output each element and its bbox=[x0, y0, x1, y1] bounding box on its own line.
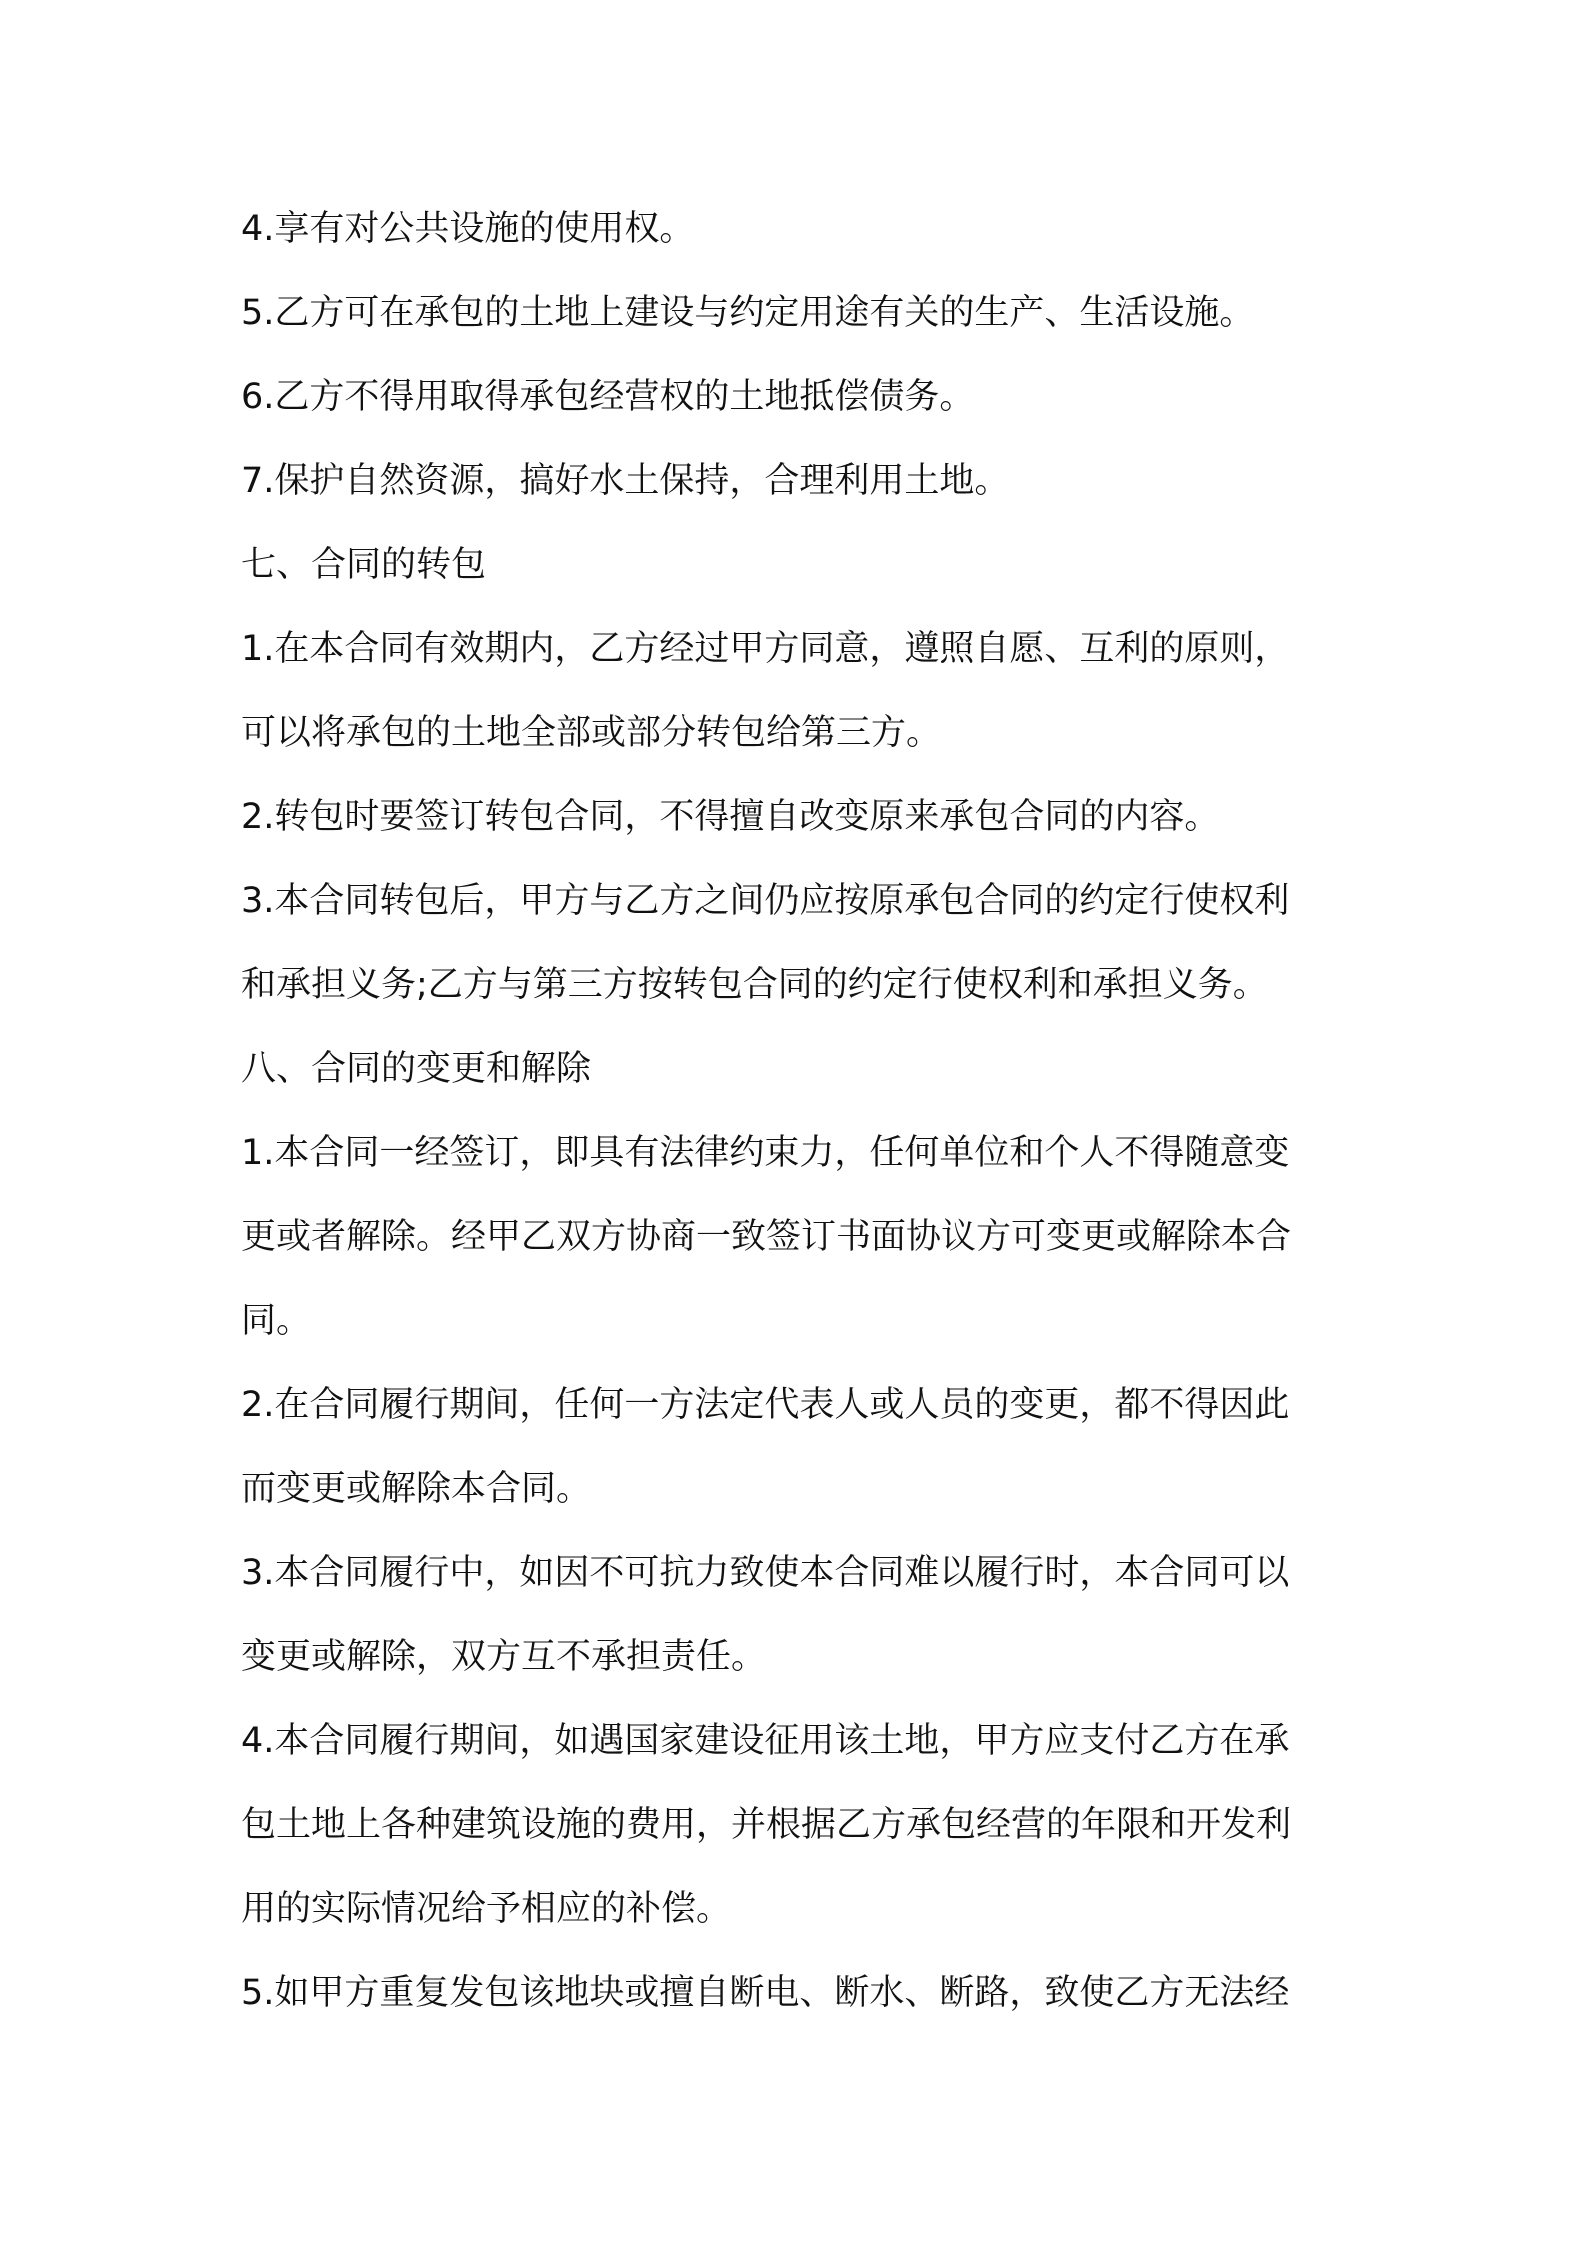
text-line: 6.乙方不得用取得承包经营权的土地抵偿债务。 bbox=[241, 377, 975, 417]
text-line: 而变更或解除本合同。 bbox=[241, 1469, 592, 1509]
text-line: 更或者解除。经甲乙双方协商一致签订书面协议方可变更或解除本合 bbox=[241, 1217, 1292, 1257]
section-heading: 八、合同的变更和解除 bbox=[241, 1049, 592, 1089]
text-line: 7.保护自然资源，搞好水土保持，合理利用土地。 bbox=[241, 461, 1010, 501]
text-line: 变更或解除，双方互不承担责任。 bbox=[241, 1637, 767, 1677]
text-line: 用的实际情况给予相应的补偿。 bbox=[241, 1889, 732, 1929]
text-line: 和承担义务;乙方与第三方按转包合同的约定行使权利和承担义务。 bbox=[241, 965, 1268, 1005]
text-line: 2.转包时要签订转包合同，不得擅自改变原来承包合同的内容。 bbox=[241, 797, 1220, 837]
text-line: 5.乙方可在承包的土地上建设与约定用途有关的生产、生活设施。 bbox=[241, 293, 1255, 333]
text-line: 2.在合同履行期间，任何一方法定代表人或人员的变更，都不得因此 bbox=[241, 1385, 1290, 1425]
text-line: 1.本合同一经签订，即具有法律约束力，任何单位和个人不得随意变 bbox=[241, 1133, 1290, 1173]
text-line: 包土地上各种建筑设施的费用，并根据乙方承包经营的年限和开发利 bbox=[241, 1805, 1292, 1845]
text-line: 4.享有对公共设施的使用权。 bbox=[241, 209, 695, 249]
text-line: 3.本合同转包后，甲方与乙方之间仍应按原承包合同的约定行使权利 bbox=[241, 881, 1290, 921]
text-line: 1.在本合同有效期内，乙方经过甲方同意，遵照自愿、互利的原则， bbox=[241, 629, 1290, 669]
text-line: 同。 bbox=[241, 1301, 312, 1341]
section-heading: 七、合同的转包 bbox=[241, 545, 487, 585]
text-line: 可以将承包的土地全部或部分转包给第三方。 bbox=[241, 713, 942, 753]
text-line: 3.本合同履行中，如因不可抗力致使本合同难以履行时，本合同可以 bbox=[241, 1553, 1290, 1593]
text-line: 4.本合同履行期间，如遇国家建设征用该土地，甲方应支付乙方在承 bbox=[241, 1721, 1290, 1761]
text-line: 5.如甲方重复发包该地块或擅自断电、断水、断路，致使乙方无法经 bbox=[241, 1973, 1290, 2013]
